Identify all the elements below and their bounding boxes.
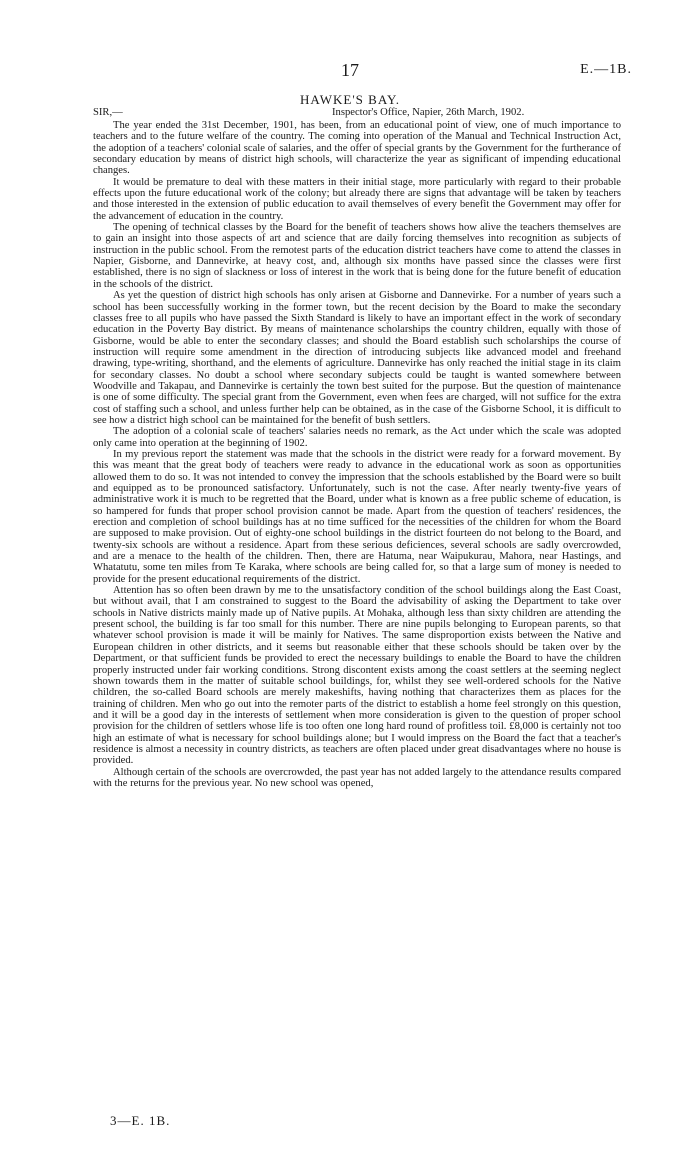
section-title: HAWKE'S BAY. bbox=[300, 92, 400, 107]
paragraph: Although certain of the schools are overcrowded, the past year has not added largely to the attendance results compared with the returns for the previous year. No new school was opened, bbox=[93, 766, 621, 789]
dateline: Inspector's Office, Napier, 26th March, 1902. bbox=[332, 107, 525, 118]
paragraph: In my previous report the statement was made that the schools in the district were ready for a forward movement. By this was meant that the great body of teachers were ready to advance in the educational work as soon as opportunities allowed them to do so. It was not intended to convey the impression that the schools established by the Board were so built and equipped as to be pronounced satisfactory. Unfortunately, such is not the case. After nearly twenty-five years of administrative work it is much to be regretted that the Board, under what is known as a free public scheme of education, is so hampered for funds that proper school provision cannot be made. Apart from the question of teachers' residences, the erection and completion of school buildings has at no time sufficed for the necessities of the children for whom the Board are supposed to make provision. Out of eighty-one school buildings in the district fourteen do not belong to the Board, and twenty-six schools are without a residence. Apart from these serious deficiences, several schools are sadly overcrowded, and are a menace to the health of the children. Then, there are Hatuma, near Waipukurau, Mahora, near Hastings, and Whatatutu, some ten miles from Te Karaka, where schools are being called for, so that a large sum of money is needed to provide for the present educational requirements of the district. bbox=[93, 448, 621, 585]
paragraph: The opening of technical classes by the Board for the benefit of teachers shows how alive the teachers themselves are to gain an insight into those aspects of art and science that are daily forcing themselves into recognition as subjects of instruction in the public school. From the remotest parts of the education district teachers have come to attend the classes in Napier, Gisborne, and Dannevirke, at heavy cost, and, although six months have passed since the classes were first established, there is no sign of slackness or loss of interest in the work that is being done for the future benefit of education in the schools of the district. bbox=[93, 222, 621, 290]
page-number: 17 bbox=[341, 60, 359, 80]
document-reference: E.—1B. bbox=[580, 62, 632, 77]
paragraph: Attention has so often been drawn by me to the unsatisfactory condition of the school buildings along the East Coast, but without avail, that I am constrained to suggest to the Board the advisability of asking the Department to take over schools in Native districts mainly made up of Native pupils. At Mohaka, although less than sixty children are attending the present school, the building is far too small for this number. There are nine pupils belonging to European parents, so that whatever school provision is made it will be mainly for Natives. The same disproportion exists between the Native and European children in other districts, and it seems but reasonable either that these schools should be taken over by the Department, or that sufficient funds be provided to erect the necessary buildings to enable the Board to have the children properly instructed under fair working conditions. Strong discontent exists among the coast settlers at the seeming neglect shown towards them in the matter of suitable school buildings, for, whilst they see well-ordered schools for the Native children, the so-called Board schools are merely makeshifts, having nothing that characterizes them as places for the training of children. Men who go out into the remoter parts of the district to establish a home feel strongly on this question, and it will be a good day in the interests of settlement when more consideration is given to the question of proper school provision for the children of settlers whose life is too often one long hard round of profitless toil. £8,000 is certainly not too high an estimate of what is necessary for school buildings alone; but I would impress on the Board the fact that a teacher's residence is almost a necessity in country districts, as teachers are often placed under great disadvantages where no house is provided. bbox=[93, 585, 621, 767]
salutation: SIR,— bbox=[93, 107, 123, 118]
paragraph: The year ended the 31st December, 1901, has been, from an educational point of view, one of much importance to teachers and to the future welfare of the country. The coming into operation of the Manual and Technical Instruction Act, the adoption of a teachers' colonial scale of salaries, and the offer of special grants by the Government for the furtherance of secondary education by means of district high schools, will characterize the year as significant of impending educational changes. bbox=[93, 120, 621, 177]
signature-mark: 3—E. 1B. bbox=[110, 1113, 171, 1128]
paragraph: As yet the question of district high schools has only arisen at Gisborne and Dannevirke. For a number of years such a school has been successfully working in the former town, but the recent decision by the Board to make the secondary classes free to all pupils who have passed the Sixth Standard is likely to have an important effect in the work of secondary education in the Poverty Bay district. By means of maintenance scholarships the country children, equally with those of Gisborne, would be able to enter the secondary classes; and should the Board establish such scholarships the course of instruction will require some amendment in the direction of introducing subjects like advanced model and freehand drawing, type-writing, shorthand, and the elements of agriculture. Dannevirke has only reached the initial stage in its claim for secondary classes. No doubt a school where secondary subjects could be taught is wanted somewhere between Woodville and Takapau, and Dannevirke is certainly the town best suited for the purpose. But the question of maintenance is one of some difficulty. The special grant from the Government, even when fees are charged, will not suffice for the extra cost of staffing such a school, and unless further help can be obtained, as in the case of the Gisborne School, it is difficult to see how a district high school can be maintained for the benefit of bush settlers. bbox=[93, 290, 621, 426]
paragraph: The adoption of a colonial scale of teachers' salaries needs no remark, as the Act under which the scale was adopted only came into operation at the beginning of 1902. bbox=[93, 426, 621, 449]
report-body bbox=[93, 120, 621, 789]
paragraph: It would be premature to deal with these matters in their initial stage, more particularly with regard to their probable effects upon the future educational work of the colony; but already there are signs that advantage will be taken by teachers and those interested in the extension of public education to avail themselves of every benefit the Government may offer for the advancement of education in the country. bbox=[93, 176, 621, 222]
